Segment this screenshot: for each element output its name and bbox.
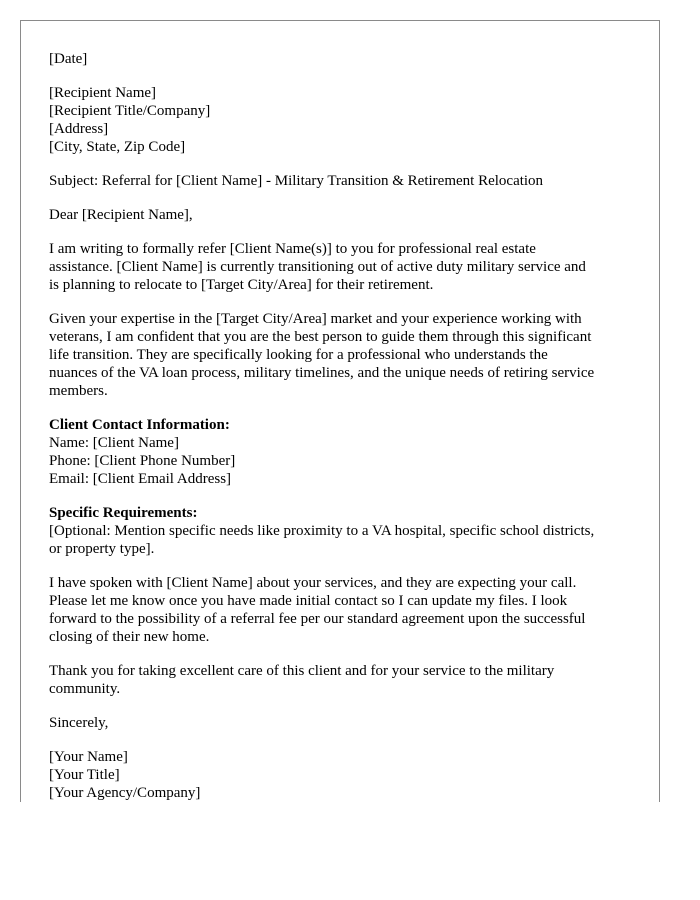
recipient-address: [Address] [49,121,109,137]
recipient-name: [Recipient Name] [49,85,157,101]
paragraph-line: is planning to relocate to [Target City/Area] for their retirement. [49,277,434,293]
recipient-title-company: [Recipient Title/Company] [49,103,211,119]
sender-block [49,748,631,802]
recipient-city-state-zip: [City, State, Zip Code] [49,139,186,155]
salutation [49,206,631,224]
paragraph-line: assistance. [Client Name] is currently transitioning out of active duty military service and [49,259,586,275]
client-contact-section [49,416,631,488]
paragraph-line: community. [49,681,121,697]
subject-line [49,172,631,190]
requirements-line: or property type]. [49,541,155,557]
paragraph-line: life transition. They are specifically looking for a professional who understands the [49,347,548,363]
paragraph-line: forward to the possibility of a referral fee per our standard agreement upon the successful [49,611,586,627]
body-paragraph-2 [49,310,631,400]
subject-text: Subject: Referral for [Client Name] - Military Transition & Retirement Relocation [49,173,544,189]
recipient-block [49,84,631,156]
sender-name: [Your Name] [49,749,128,765]
body-paragraph-4 [49,662,631,698]
letter-date [49,50,631,68]
client-phone-line: Phone: [Client Phone Number] [49,453,236,469]
paragraph-line: veterans, I am confident that you are the best person to guide them through this significant [49,329,592,345]
paragraph-line: Please let me know once you have made initial contact so I can update my files. I look [49,593,568,609]
letter-page [20,20,660,802]
date-text: [Date] [49,51,88,67]
body-paragraph-3 [49,574,631,646]
client-email-line: Email: [Client Email Address] [49,471,232,487]
requirements-heading: Specific Requirements: [49,505,198,521]
client-name-line: Name: [Client Name] [49,435,179,451]
requirements-section [49,504,631,558]
signoff-text: Sincerely, [49,715,109,731]
paragraph-line: nuances of the VA loan process, military timelines, and the unique needs of retiring service [49,365,595,381]
paragraph-line: Thank you for taking excellent care of this client and for your service to the military [49,663,555,679]
paragraph-line: members. [49,383,108,399]
salutation-text: Dear [Recipient Name], [49,207,193,223]
signoff [49,714,631,732]
paragraph-line: closing of their new home. [49,629,210,645]
paragraph-line: I have spoken with [Client Name] about your services, and they are expecting your call. [49,575,577,591]
body-paragraph-1 [49,240,631,294]
paragraph-line: I am writing to formally refer [Client Name(s)] to you for professional real estate [49,241,536,257]
requirements-line: [Optional: Mention specific needs like proximity to a VA hospital, specific school districts, [49,523,595,539]
client-contact-heading: Client Contact Information: [49,417,230,433]
sender-agency: [Your Agency/Company] [49,785,201,801]
paragraph-line: Given your expertise in the [Target City/Area] market and your experience working with [49,311,582,327]
sender-title: [Your Title] [49,767,120,783]
